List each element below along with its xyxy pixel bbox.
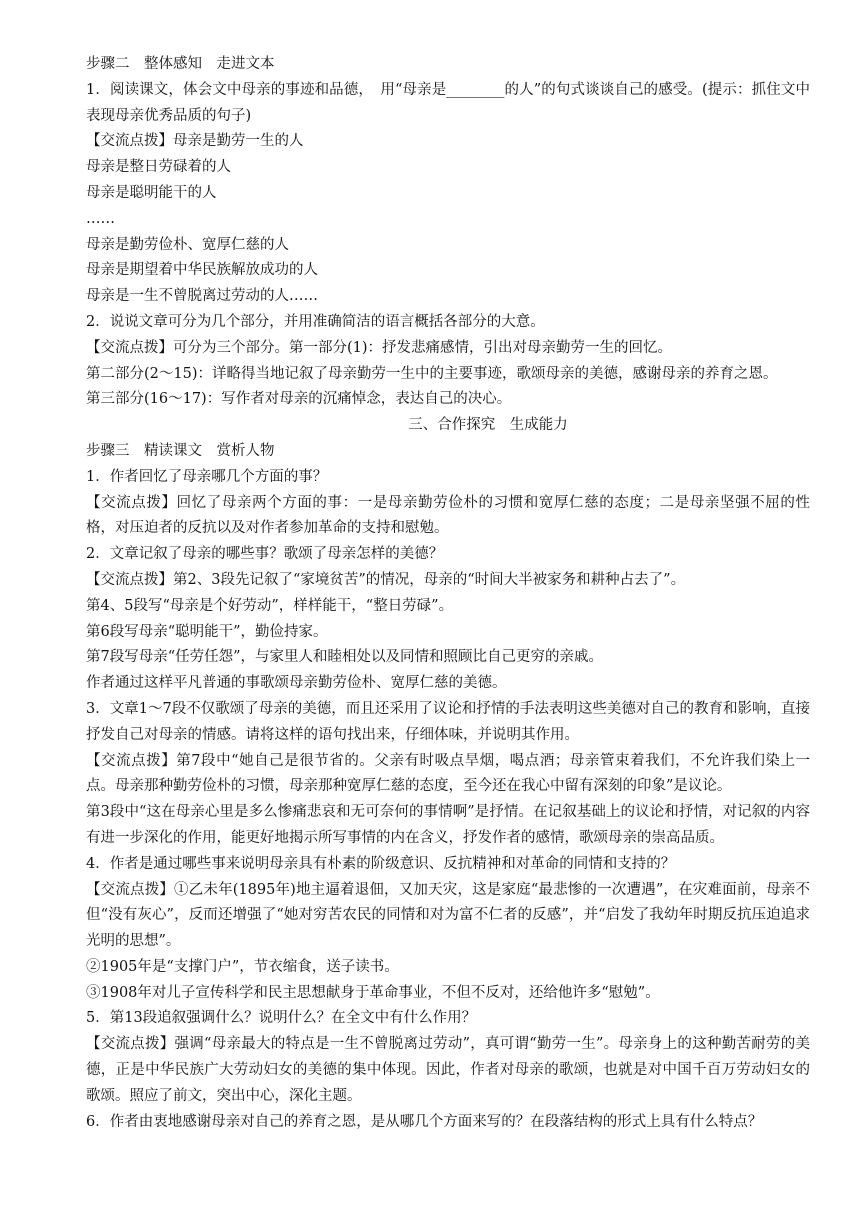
answer-1-item: 母亲是整日劳碌着的人 [86,159,231,176]
answer-2-part-1: 【交流点拨】可分为三个部分。第一部分(1)：抒发悲痛感情，引出对母亲勤劳一生的回忆。 [86,339,673,356]
answer-3-2-e: 作者通过这样平凡普通的事歌颂母亲勤劳俭朴、宽厚仁慈的美德。 [86,675,507,692]
answer-3-2-d: 第7段写母亲“任劳任怨”，与家里人和睦相处以及同情和照顾比自己更穷的亲戚。 [86,649,604,666]
answer-3-3-a: 【交流点拨】第7段中“她自己是很节省的。父亲有时吸点旱烟，喝点酒；母亲管束着我们，不允许我们染上一点。母亲那种勤劳俭朴的习惯，母亲那种宽厚仁慈的态度，至今还在我心中留有深刻的印象”是议论。 [86,752,810,795]
answer-2-part-2: 第二部分(2～15)：详略得当地记叙了母亲勤劳一生中的主要事迹，歌颂母亲的美德，感谢母亲的养育之恩。 [86,365,778,382]
document-page [86,52,810,1135]
answer-3-4-b: ②1905年是“支撑门户”，节衣缩食，送子读书。 [86,958,399,975]
answer-3-2-a: 【交流点拨】第2、3段先记叙了“家境贫苦”的情况，母亲的“时间大半被家务和耕种占去了”。 [86,571,686,588]
answer-3-2-b: 第4、5段写“母亲是个好劳动”，样样能干，“整日劳碌”。 [86,597,454,614]
question-3-5: 5．第13段追叙强调什么？说明什么？在全文中有什么作用？ [86,1010,477,1027]
answer-3-4-a: 【交流点拨】①乙未年(1895年)地主逼着退佃，又加天灾，这是家庭“最悲惨的一次遭遇”，在灾难面前，母亲不但“没有灰心”，反而还增强了“她对穷苦农民的同情和对为富不仁者的反感”，并“启发了我幼年时期反抗压迫追求光明的思想”。 [86,881,810,950]
step-three-heading: 步骤三 精读课文 赏析人物 [86,442,275,459]
question-3-4: 4．作者是通过哪些事来说明母亲具有朴素的阶级意识、反抗精神和对革命的同情和支持的？ [86,855,676,872]
answer-1-intro: 【交流点拨】母亲是勤劳一生的人 [86,133,304,150]
answer-3-4-c: ③1908年对儿子宣传科学和民主思想献身于革命事业，不但不反对，还给他许多“慰勉”。 [86,984,660,1001]
answer-3-1: 【交流点拨】回忆了母亲两个方面的事：一是母亲勤劳俭朴的习惯和宽厚仁慈的态度；二是母亲坚强不屈的性格，对压迫者的反抗以及对作者参加革命的支持和慰勉。 [86,494,810,537]
answer-1-item: 母亲是聪明能干的人 [86,184,217,201]
answer-3-2-c: 第6段写母亲“聪明能干”，勤俭持家。 [86,623,328,640]
answer-1-item: 母亲是期望着中华民族解放成功的人 [86,262,318,279]
section-three-heading: 三、合作探究 生成能力 [408,417,568,434]
question-3-6: 6．作者由衷地感谢母亲对自己的养育之恩，是从哪几个方面来写的？在段落结构的形式上具有什么特点？ [86,1113,763,1130]
answer-3-3-b: 第3段中“这在母亲心里是多么惨痛悲哀和无可奈何的事情啊”是抒情。在记叙基础上的议论和抒情，对记叙的内容有进一步深化的作用，能更好地揭示所写事情的内在含义，抒发作者的感情，歌颂母亲的崇高品质。 [86,804,810,846]
answer-1-ellipsis: …… [86,210,115,227]
question-3-2: 2．文章记叙了母亲的哪些事？歌颂了母亲怎样的美德？ [86,546,444,563]
question-3-3: 3．文章1～7段不仅歌颂了母亲的美德，而且还采用了议论和抒情的手法表明这些美德对自己的教育和影响，直接抒发自己对母亲的情感。请将这样的语句找出来，仔细体味，并说明其作用。 [86,700,810,743]
answer-3-5: 【交流点拨】强调“母亲最大的特点是一生不曾脱离过劳动”，真可谓“勤劳一生”。母亲身上的这种勤苦耐劳的美德，正是中华民族广大劳动妇女的美德的集中体现。因此，作者对母亲的歌颂，也就是对中国千百万劳动妇女的歌颂。照应了前文，突出中心，深化主题。 [86,1036,810,1104]
step-two-heading: 步骤二 整体感知 走进文本 [86,56,275,72]
answer-2-part-3: 第三部分(16～17)：写作者对母亲的沉痛悼念，表达自己的决心。 [86,391,512,408]
answer-1-item: 母亲是一生不曾脱离过劳动的人…… [86,288,318,305]
answer-1-item: 母亲是勤劳俭朴、宽厚仁慈的人 [86,236,289,253]
question-2: 2．说说文章可分为几个部分，并用准确简洁的语言概括各部分的大意。 [86,313,545,330]
question-3-1: 1．作者回忆了母亲哪几个方面的事？ [86,468,328,485]
question-1: 1．阅读课文，体会文中母亲的事迹和品德， 用“母亲是________的人”的句式谈谈自己的感受。(提示：抓住文中表现母亲优秀品质的句子) [86,81,810,124]
